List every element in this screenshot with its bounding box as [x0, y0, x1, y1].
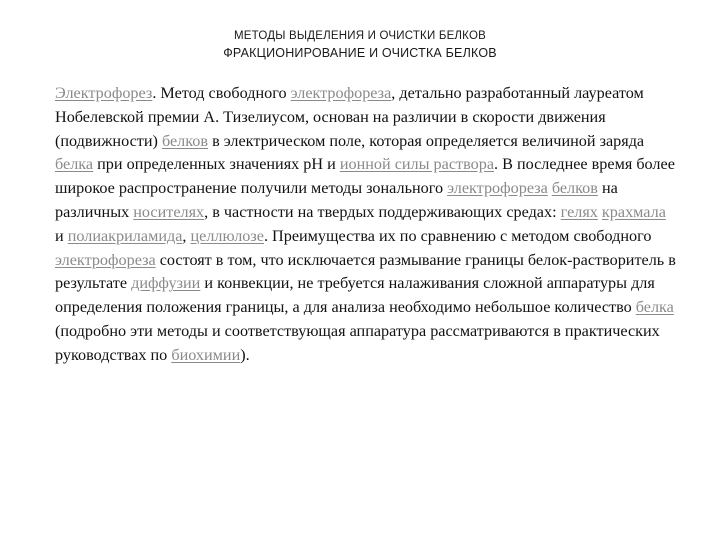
link-belkov[interactable]: белков: [161, 131, 209, 150]
link-elektroforeza[interactable]: электрофореза: [290, 84, 392, 102]
text-run: . Преимущества их по сравнению с методом свободного: [263, 226, 652, 245]
text-run: при определенных значениях pH и: [93, 155, 340, 174]
link-gelyah[interactable]: гелях: [560, 202, 598, 221]
text-run: ,: [182, 226, 191, 245]
text-run: (подробно эти методы и соответствующая аппаратура рассматриваются в практических руководствах по: [55, 321, 660, 364]
header-line-2: ФРАКЦИОНИРОВАНИЕ И ОЧИСТКА БЕЛКОВ: [223, 46, 497, 60]
link-ionnoy-sily-rastvora[interactable]: ионной силы раствора: [339, 155, 495, 174]
text-run: и конвекции, не требуется налаживания сложной аппаратуры для определения положения границы, а для анализа необходимо небольшое количество: [55, 274, 655, 317]
text-run: и: [55, 226, 68, 245]
link-nositelyah[interactable]: носителях: [133, 202, 205, 221]
link-belkov[interactable]: белков: [551, 179, 598, 198]
link-elektroforeza[interactable]: электрофореза: [447, 179, 548, 198]
link-krahmala[interactable]: крахмала: [601, 202, 666, 221]
link-biohimii[interactable]: биохимии: [171, 345, 241, 364]
link-cellyuloze[interactable]: целлюлозе: [190, 226, 264, 245]
link-elektroforeza[interactable]: электрофореза: [55, 250, 156, 269]
slide-header: [0, 28, 720, 62]
text-run: на различных: [55, 179, 618, 221]
text-run: состоят в том, что исключается размывание границы белок-растворитель в результате: [55, 250, 676, 293]
text-run: . Метод свободного: [152, 84, 291, 102]
link-poliakrilamida[interactable]: полиакриламида: [67, 226, 183, 245]
link-belka[interactable]: белка: [55, 155, 94, 174]
link-diffuzii[interactable]: диффузии: [131, 274, 201, 293]
text-run: в электрическом поле, которая определяется величиной заряда: [208, 131, 645, 150]
link-elektroforez-term[interactable]: Электрофорез: [55, 84, 153, 102]
text-run: , в частности на твердых поддерживающих средах:: [204, 202, 561, 221]
body-paragraph: [55, 82, 677, 368]
text-run: . В последнее время более широкое распространение получили методы зонального: [55, 155, 675, 198]
header-line-1: МЕТОДЫ ВЫДЕЛЕНИЯ И ОЧИСТКИ БЕЛКОВ: [234, 30, 486, 42]
text-run: ).: [240, 345, 250, 364]
link-belka[interactable]: белка: [635, 298, 674, 317]
text-run: , детально разработанный лауреатом Нобелевской премии А. Тизелиусом, основан на различии в скорости движения (подвижности): [55, 84, 644, 150]
